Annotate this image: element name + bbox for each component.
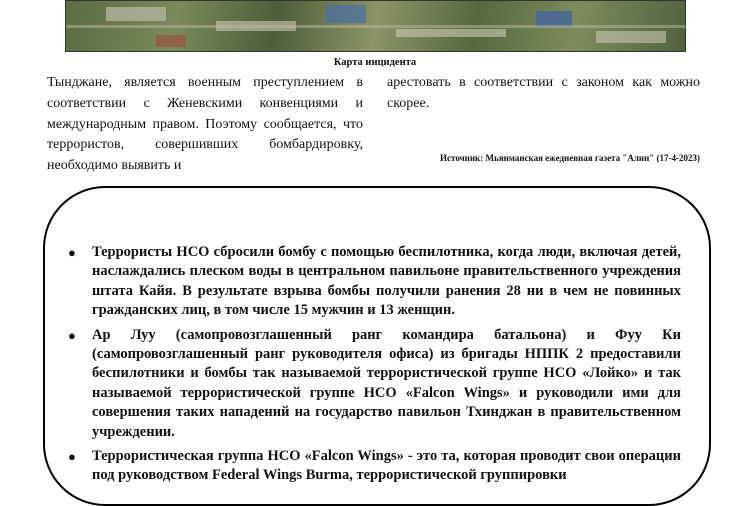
bullet-icon: ●	[68, 449, 76, 465]
bullet-icon: ●	[68, 327, 76, 343]
bullet-text: Террористическая группа НСО «Falcon Wings» - это та, которая проводит свои операции под руководством Federal Wings Burma, террористической группировки	[92, 448, 681, 484]
article-right-column	[387, 73, 700, 115]
list-item	[68, 243, 681, 321]
bullet-text: Ар Луу (самопровозглашенный ранг командира батальона) и Фуу Ки (самопровозглашенный ранг руководителя офиса) из бригады НППК 2 предоставили беспилотники и бомбы так называемой террористической группе НСО «Лойко» и так называемой террористической группе НСО «Falcon Wings» и руководили ими для совершения таких нападений на государство павильон Тхинджан в правительственном учреждении.	[92, 326, 681, 440]
bullet-icon: ●	[68, 245, 76, 260]
article-left-column	[47, 73, 363, 174]
map-caption: Карта инцидента	[333, 57, 417, 68]
right-paragraph: арестовать в соответствии с законом как можно скорее.	[387, 75, 700, 111]
bullet-list	[68, 243, 681, 491]
list-item	[68, 326, 681, 442]
left-paragraph: Тынджане, является военным преступлением в соответствии с Женевскими конвенциями и международным правом. Поэтому сообщается, что террористов, совершивших бомбардировку, необходимо выявить и	[47, 75, 363, 174]
source-citation: Источник: Мьянманская ежедневная газета "Алин" (17-4-2023)	[440, 153, 700, 163]
incident-map-image	[65, 0, 686, 52]
list-item	[68, 447, 681, 486]
bullet-text: Террористы НСО сбросили бомбу с помощью беспилотника, когда люди, включая детей, наслаждались плеском воды в центральном павильоне правительственного учреждения штата Кайя. В результате взрыва бомбы получили ранения 28 ни в чем не повинных гражданских лиц, в том числе 15 мужчин и 13 женщин.	[92, 244, 681, 319]
